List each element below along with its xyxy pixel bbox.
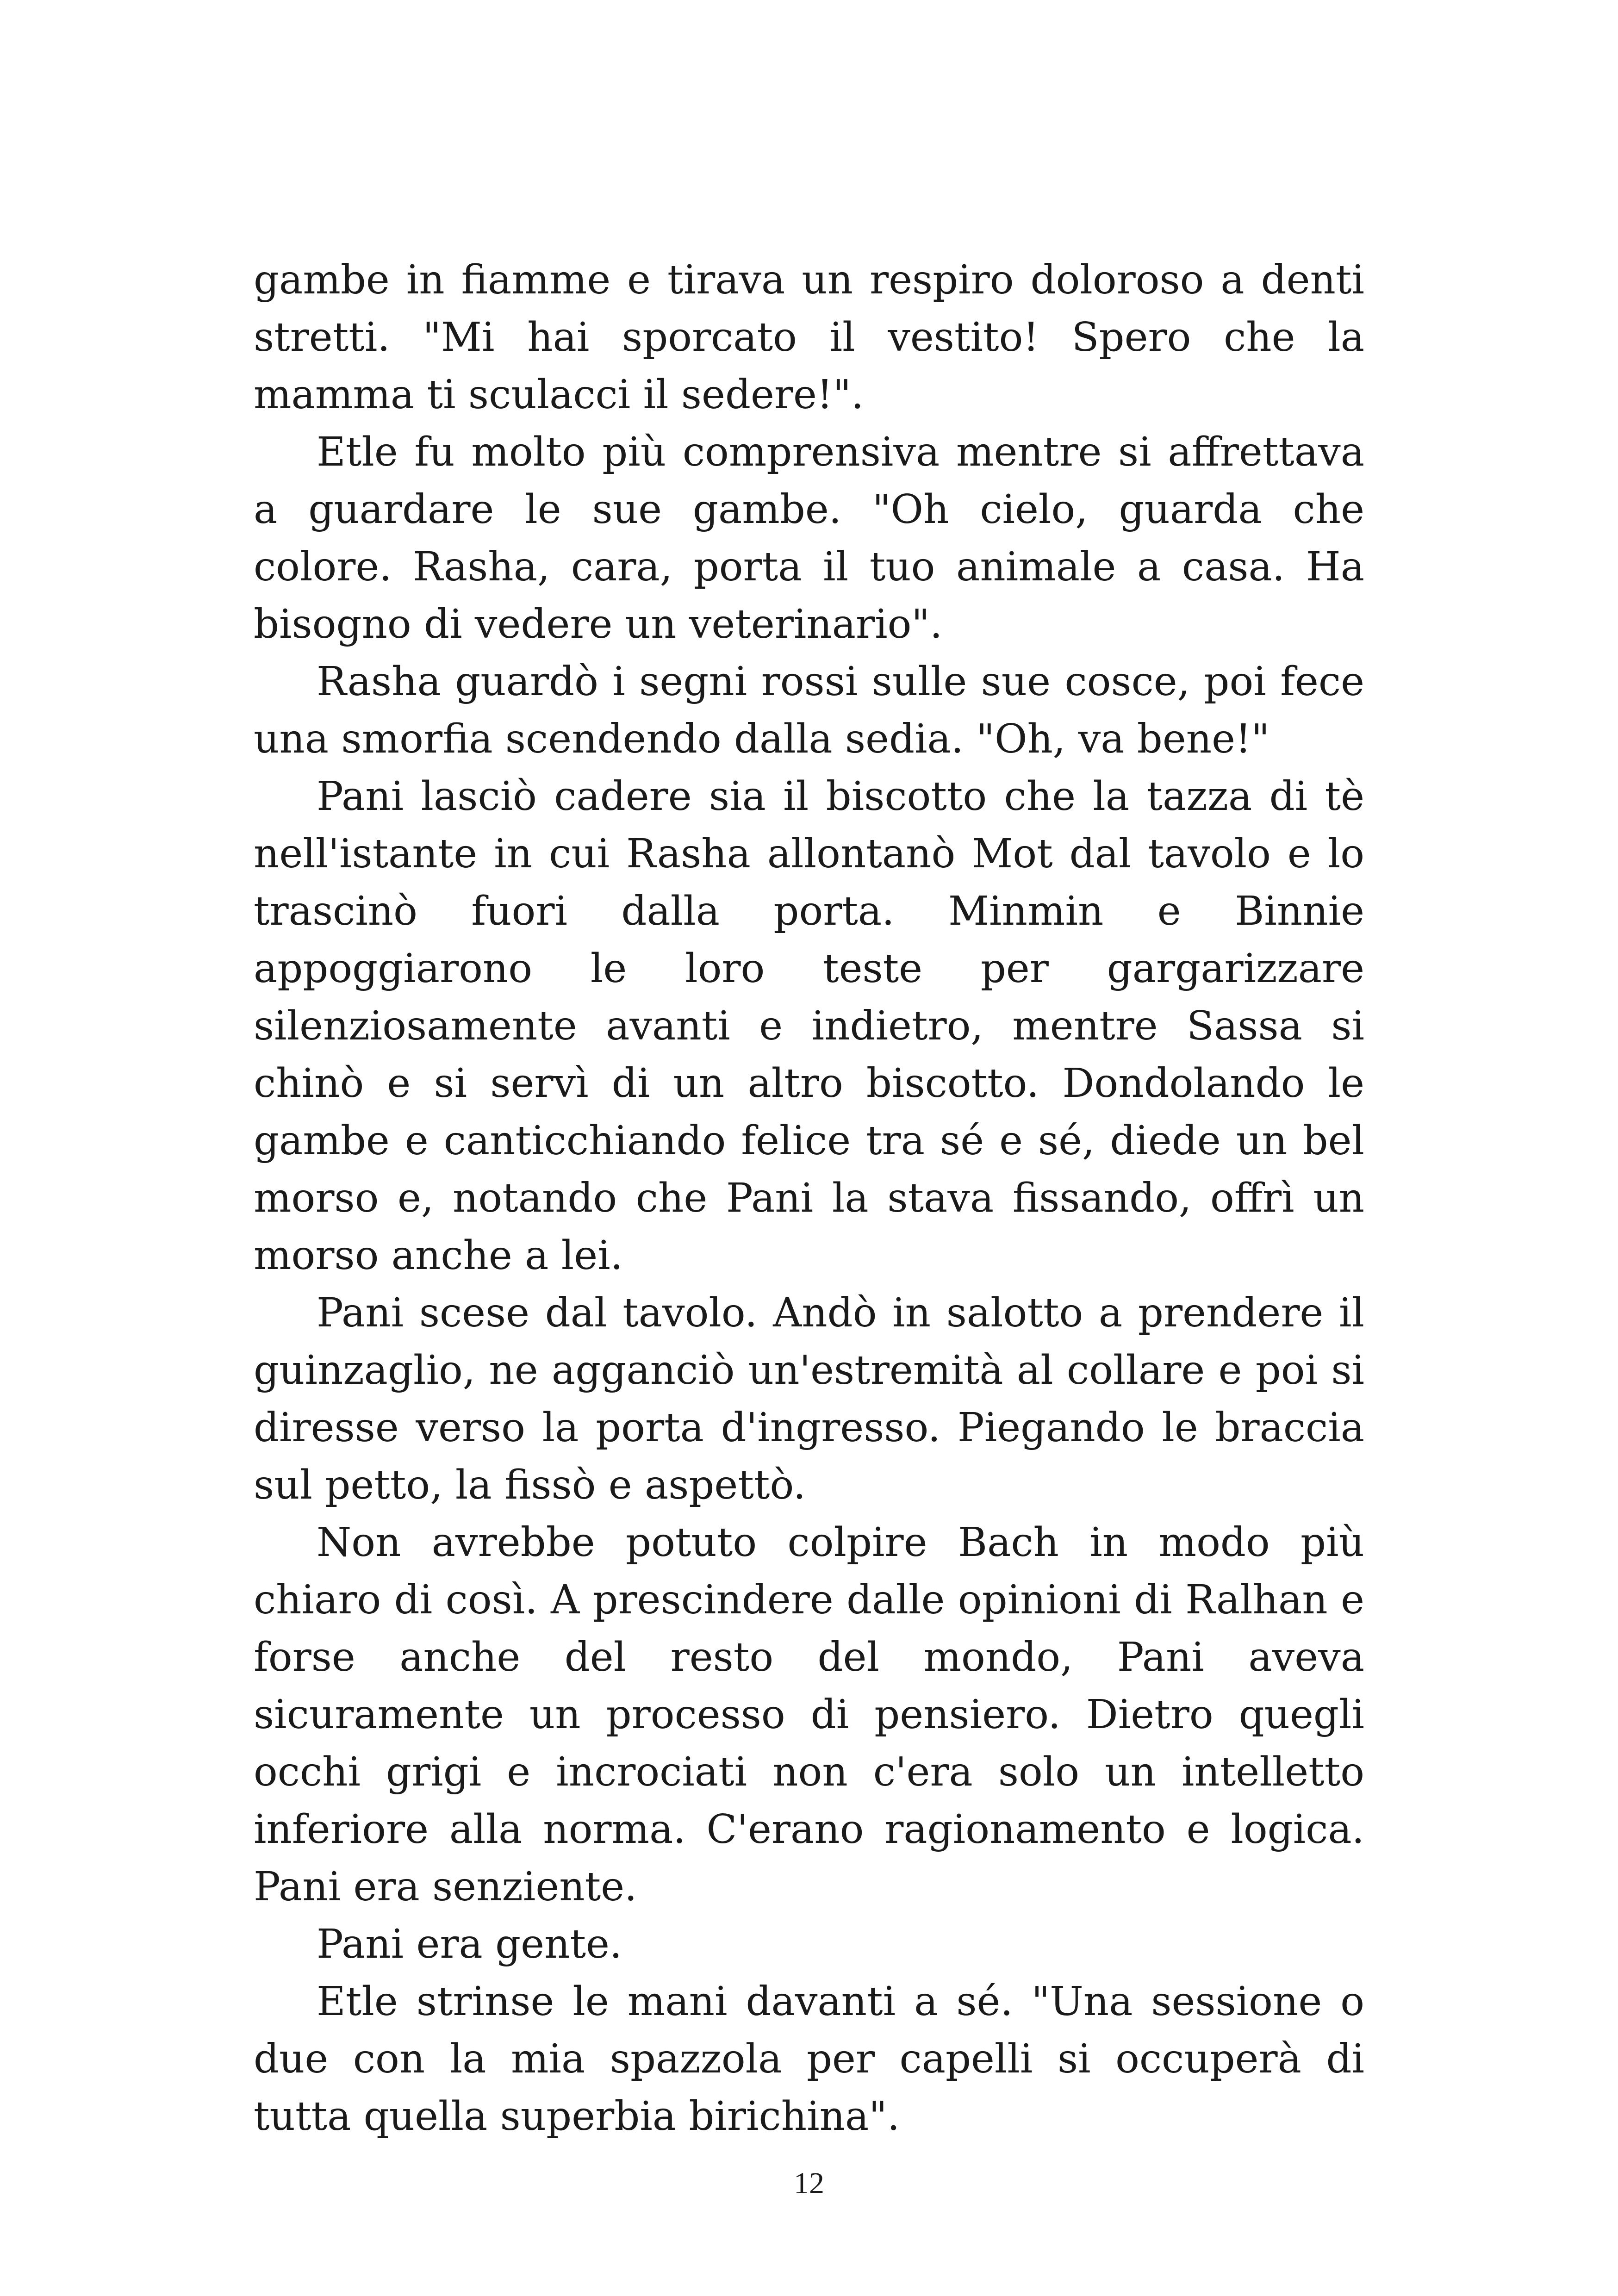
- paragraph: Non avrebbe potuto colpire Bach in modo più chiaro di così. A prescindere dalle opinioni di Ralhan e forse anche del resto del mondo, Pani aveva sicuramente un processo di pensiero. Dietro quegli occhi grigi e incrociati non c'era solo un intelletto inferiore alla norma. C'erano ragionamento e logica. Pani era senziente.: [254, 1519, 1364, 1910]
- paragraph: Rasha guardò i segni rossi sulle sue cosce, poi fece una smorfia scendendo dalla sedia. "Oh, va bene!": [254, 659, 1364, 762]
- paragraph: Etle strinse le mani davanti a sé. "Una sessione o due con la mia spazzola per capelli si occuperà di tutta quella superbia birichina".: [254, 1979, 1364, 2140]
- page-number: 12: [794, 2166, 824, 2200]
- paragraph: Etle fu molto più comprensiva mentre si affrettava a guardare le sue gambe. "Oh cielo, guarda che colore. Rasha, cara, porta il tuo animale a casa. Ha bisogno di vedere un veterinario".: [254, 429, 1364, 647]
- paragraph: Pani era gente.: [317, 1921, 622, 1967]
- paragraph: gambe in fiamme e tirava un respiro doloroso a denti stretti. "Mi hai sporcato il vestito! Spero che la mamma ti sculacci il sedere!".: [254, 257, 1364, 418]
- paragraph: Pani lasciò cadere sia il biscotto che la tazza di tè nell'istante in cui Rasha allontanò Mot dal tavolo e lo trascinò fuori dalla porta. Minmin e Binnie appoggiarono le loro teste per gargarizzare silenziosamente avanti e indietro, mentre Sassa si chinò e si servì di un altro biscotto. Dondolando le gambe e canticchiando felice tra sé e sé, diede un bel morso e, notando che Pani la stava fissando, offrì un morso anche a lei.: [254, 773, 1364, 1279]
- body-text: [254, 251, 1364, 2145]
- paragraph: Pani scese dal tavolo. Andò in salotto a prendere il guinzaglio, ne agganciò un'estremità al collare e poi si diresse verso la porta d'ingresso. Piegando le braccia sul petto, la fissò e aspettò.: [254, 1290, 1364, 1508]
